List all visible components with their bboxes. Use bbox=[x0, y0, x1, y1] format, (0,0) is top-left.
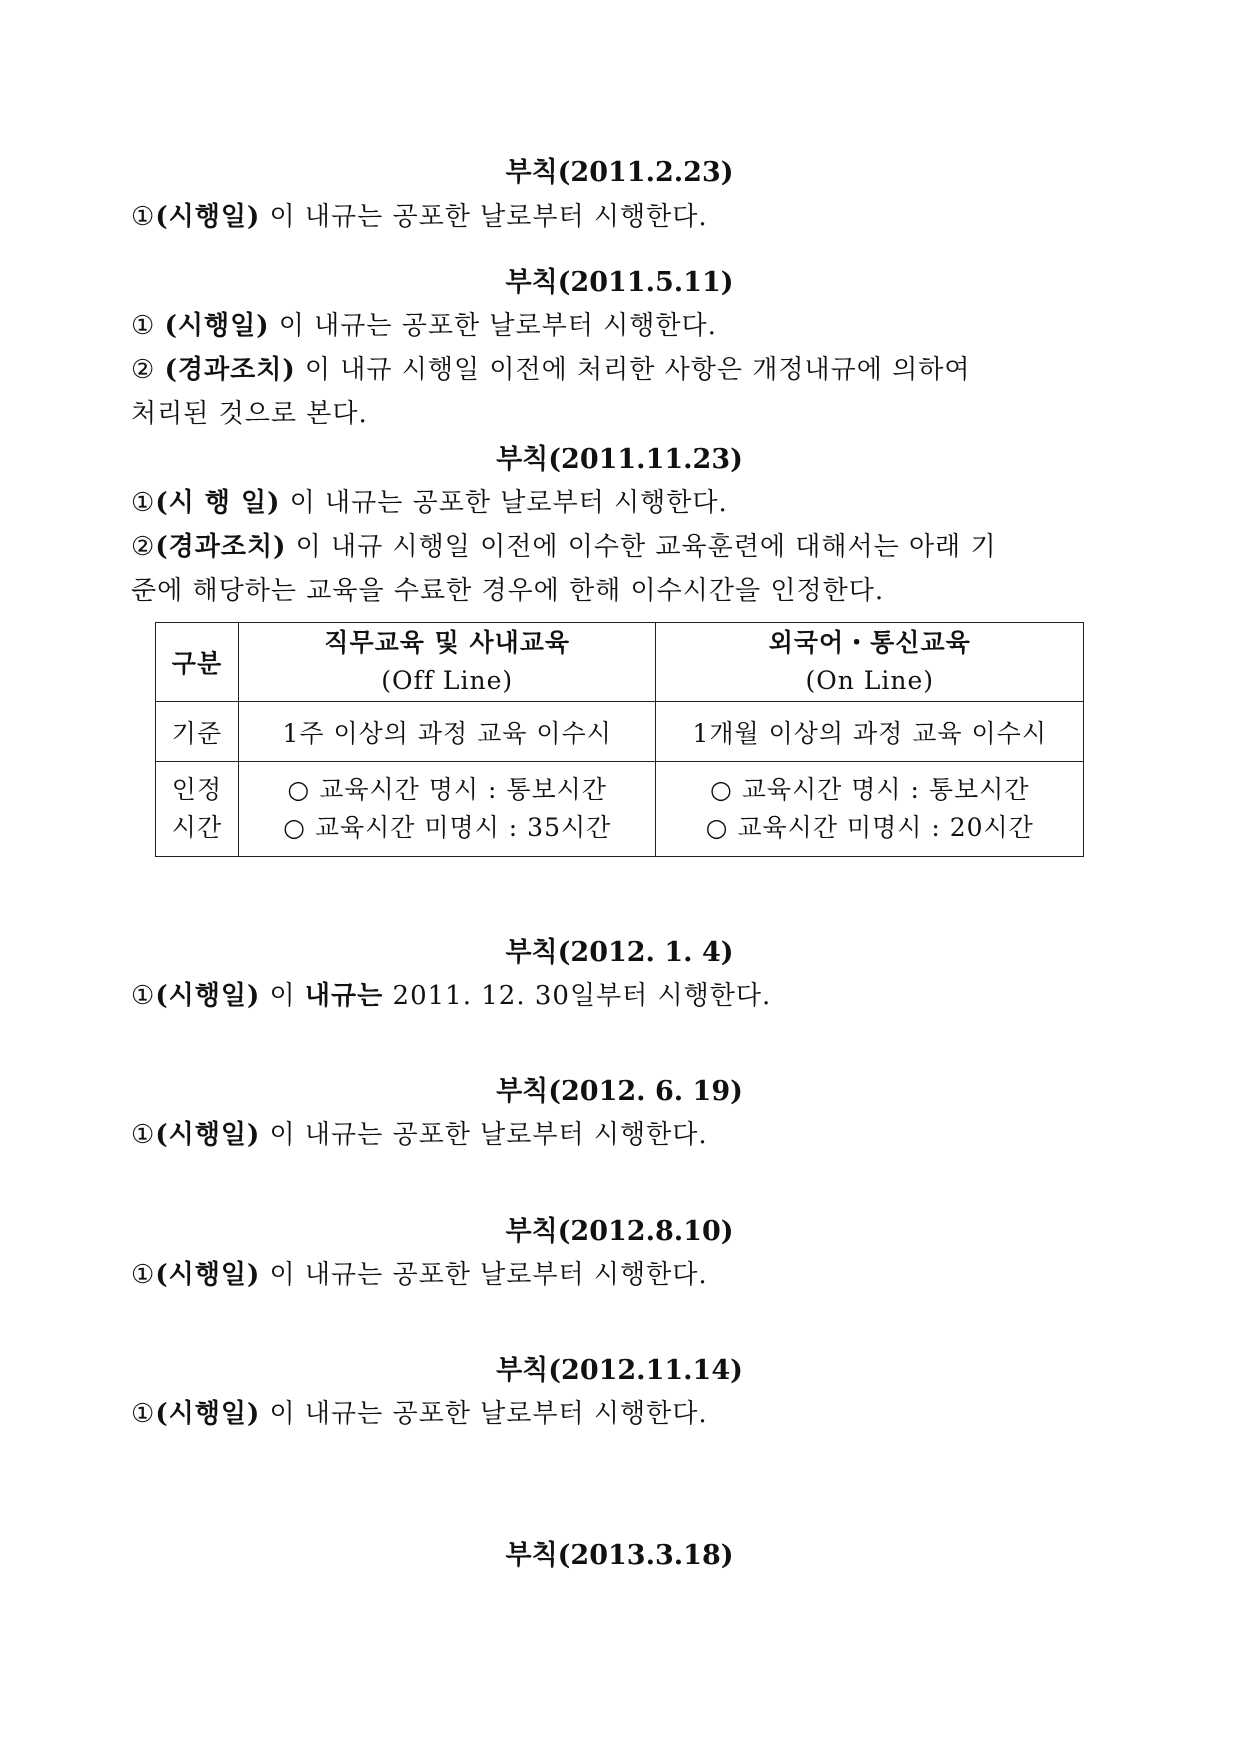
offline-hours bbox=[238, 762, 656, 857]
item-label: (시행일) bbox=[164, 311, 270, 341]
row-label-hours-line1: 인정 bbox=[171, 775, 223, 804]
section-heading: 부칙(2011.5.11) bbox=[505, 267, 734, 298]
item-number: ① bbox=[131, 311, 165, 341]
online-hours-unspecified: ○ 교육시간 미명시 : 20시간 bbox=[705, 813, 1034, 842]
article-line bbox=[131, 1393, 1136, 1430]
item-label: (시행일) bbox=[155, 1120, 261, 1150]
item-number: ② bbox=[131, 355, 165, 385]
offline-subtitle: (Off Line) bbox=[381, 666, 514, 695]
section-heading: 부칙(2012.8.10) bbox=[505, 1216, 734, 1247]
row-label-criteria: 기준 bbox=[156, 702, 239, 762]
row-label-hours bbox=[156, 762, 239, 857]
article-line bbox=[131, 349, 1136, 386]
item-label: (시행일) bbox=[155, 1260, 261, 1290]
table-header-row bbox=[156, 623, 1084, 702]
item-label: (경과조치) bbox=[164, 355, 296, 385]
item-number: ① bbox=[131, 202, 156, 232]
offline-hours-specified: ○ 교육시간 명시 : 통보시간 bbox=[287, 775, 607, 804]
row-label-hours-line2: 시간 bbox=[171, 813, 223, 842]
item-text: 이 내규는 공포한 날로부터 시행한다. bbox=[280, 488, 728, 518]
section-heading: 부칙(2013.3.18) bbox=[505, 1540, 734, 1571]
item-number: ① bbox=[131, 1120, 156, 1150]
offline-title: 직무교육 및 사내교육 bbox=[324, 628, 571, 657]
article-line bbox=[131, 1254, 1136, 1291]
item-text: 이 내규는 공포한 날로부터 시행한다. bbox=[260, 1120, 708, 1150]
article-line-continuation: 준에 해당하는 교육을 수료한 경우에 한해 이수시간을 인정한다. bbox=[131, 576, 885, 606]
online-hours bbox=[656, 762, 1084, 857]
item-text: 이 bbox=[260, 981, 305, 1011]
section-heading: 부칙(2011.2.23) bbox=[505, 157, 734, 188]
online-title: 외국어・통신교육 bbox=[768, 628, 971, 657]
item-bold-text: 내규는 bbox=[304, 981, 384, 1011]
item-text: 2011. 12. 30일부터 시행한다. bbox=[383, 981, 772, 1011]
article-line bbox=[131, 196, 1136, 233]
item-number: ① bbox=[131, 1399, 156, 1429]
item-label: (경과조치) bbox=[155, 532, 287, 562]
article-line-continuation: 처리된 것으로 본다. bbox=[131, 399, 368, 429]
table-row bbox=[156, 702, 1084, 762]
item-text: 이 내규 시행일 이전에 처리한 사항은 개정내규에 의하여 bbox=[295, 355, 971, 385]
section-heading: 부칙(2012. 1. 4) bbox=[505, 937, 734, 968]
item-text: 이 내규는 공포한 날로부터 시행한다. bbox=[260, 202, 708, 232]
article-line bbox=[131, 975, 1136, 1012]
offline-criteria: 1주 이상의 과정 교육 이수시 bbox=[238, 702, 656, 762]
online-criteria: 1개월 이상의 과정 교육 이수시 bbox=[656, 702, 1084, 762]
item-label: (시행일) bbox=[155, 981, 261, 1011]
offline-hours-unspecified: ○ 교육시간 미명시 : 35시간 bbox=[283, 813, 612, 842]
item-label: (시행일) bbox=[155, 1399, 261, 1429]
table-header-online bbox=[656, 623, 1084, 702]
item-number: ① bbox=[131, 981, 156, 1011]
item-label: (시 행 일) bbox=[155, 488, 281, 518]
item-number: ① bbox=[131, 488, 156, 518]
item-text: 이 내규는 공포한 날로부터 시행한다. bbox=[260, 1399, 708, 1429]
online-hours-specified: ○ 교육시간 명시 : 통보시간 bbox=[709, 775, 1030, 804]
article-line bbox=[131, 482, 1136, 519]
table-header-offline bbox=[238, 623, 656, 702]
online-subtitle: (On Line) bbox=[805, 666, 934, 695]
table-header-category: 구분 bbox=[156, 623, 239, 702]
article-line bbox=[131, 1114, 1136, 1151]
table-row bbox=[156, 762, 1084, 857]
section-heading: 부칙(2012.11.14) bbox=[496, 1355, 743, 1386]
section-heading: 부칙(2011.11.23) bbox=[496, 444, 743, 475]
education-hours-table bbox=[155, 622, 1084, 857]
item-text: 이 내규 시행일 이전에 이수한 교육훈련에 대해서는 아래 기 bbox=[286, 532, 997, 562]
article-line bbox=[131, 305, 1136, 342]
section-heading: 부칙(2012. 6. 19) bbox=[496, 1076, 743, 1107]
item-text: 이 내규는 공포한 날로부터 시행한다. bbox=[260, 1260, 708, 1290]
item-number: ① bbox=[131, 1260, 156, 1290]
item-label: (시행일) bbox=[155, 202, 261, 232]
article-line bbox=[131, 526, 1136, 563]
item-number: ② bbox=[131, 532, 156, 562]
item-text: 이 내규는 공포한 날로부터 시행한다. bbox=[269, 311, 717, 341]
